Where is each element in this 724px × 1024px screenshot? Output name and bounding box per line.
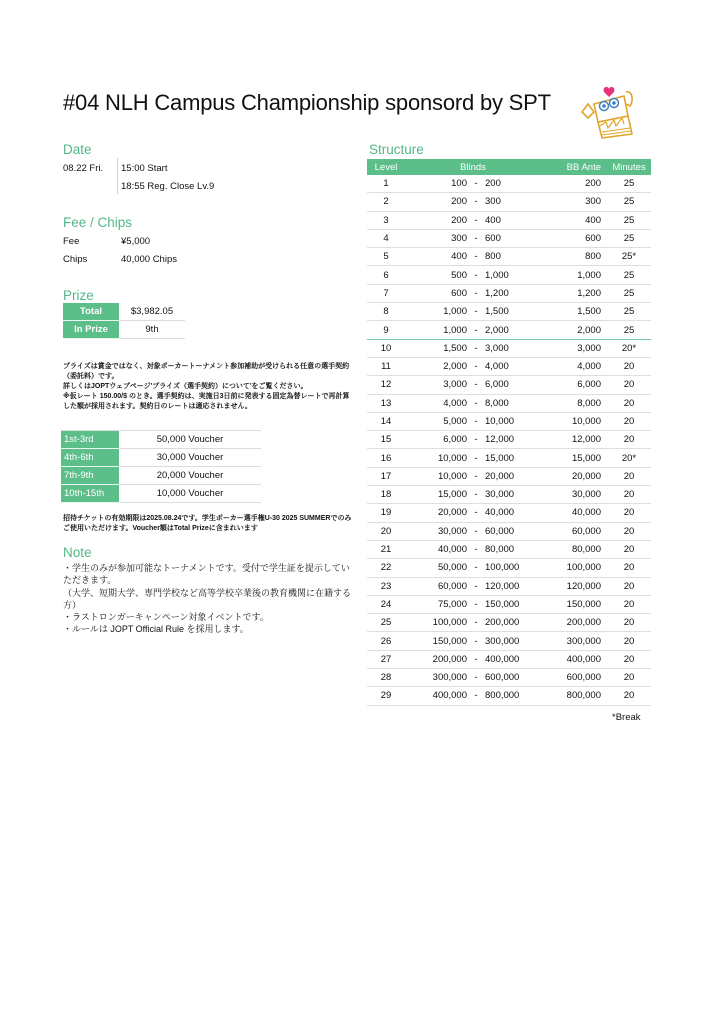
big-blind-cell: 800,000 (485, 687, 541, 705)
bb-ante-cell: 60,000 (541, 522, 607, 540)
col-minutes: Minutes (607, 159, 651, 175)
level-cell: 28 (367, 669, 405, 687)
structure-row (367, 175, 651, 193)
structure-row (367, 248, 651, 266)
structure-row (367, 467, 651, 485)
big-blind-cell: 1,000 (485, 266, 541, 284)
level-cell: 2 (367, 193, 405, 211)
big-blind-cell: 2,000 (485, 321, 541, 339)
minutes-cell: 20 (607, 431, 651, 449)
big-blind-cell: 15,000 (485, 449, 541, 467)
small-blind-cell: 10,000 (405, 467, 467, 485)
chips-label: Chips (63, 254, 88, 265)
minutes-cell: 20 (607, 412, 651, 430)
level-cell: 1 (367, 175, 405, 193)
bb-ante-cell: 150,000 (541, 595, 607, 613)
bb-ante-cell: 30,000 (541, 486, 607, 504)
big-blind-cell: 800 (485, 248, 541, 266)
blind-separator: - (467, 522, 485, 540)
prize-row-in-prize (63, 321, 185, 339)
small-blind-cell: 6,000 (405, 431, 467, 449)
level-cell: 25 (367, 614, 405, 632)
voucher-row (61, 431, 261, 449)
level-cell: 8 (367, 303, 405, 321)
small-blind-cell: 5,000 (405, 412, 467, 430)
big-blind-cell: 400 (485, 211, 541, 229)
level-cell: 6 (367, 266, 405, 284)
small-blind-cell: 400 (405, 248, 467, 266)
level-cell: 11 (367, 357, 405, 375)
blind-separator: - (467, 486, 485, 504)
level-cell: 3 (367, 211, 405, 229)
small-blind-cell: 10,000 (405, 449, 467, 467)
big-blind-cell: 80,000 (485, 540, 541, 558)
level-cell: 19 (367, 504, 405, 522)
small-blind-cell: 200,000 (405, 650, 467, 668)
blind-separator: - (467, 650, 485, 668)
bb-ante-cell: 12,000 (541, 431, 607, 449)
level-cell: 10 (367, 339, 405, 357)
col-level: Level (367, 159, 405, 175)
minutes-cell: 20 (607, 376, 651, 394)
big-blind-cell: 1,200 (485, 284, 541, 302)
level-cell: 24 (367, 595, 405, 613)
blind-separator: - (467, 303, 485, 321)
big-blind-cell: 10,000 (485, 412, 541, 430)
blind-separator: - (467, 339, 485, 357)
structure-row (367, 357, 651, 375)
bb-ante-cell: 300,000 (541, 632, 607, 650)
level-cell: 26 (367, 632, 405, 650)
voucher-note: 招待チケットの有効期限は2025.08.24です。学生ポーカー選手権U-30 2025 SUMMERでのみご使用いただけます。Voucher額はTotal Prizeに含まれいます (63, 515, 352, 532)
bb-ante-cell: 3,000 (541, 339, 607, 357)
blind-separator: - (467, 449, 485, 467)
note-list (63, 562, 353, 636)
structure-row (367, 431, 651, 449)
bb-ante-cell: 1,200 (541, 284, 607, 302)
minutes-cell: 25 (607, 229, 651, 247)
structure-row (367, 504, 651, 522)
voucher-row (61, 449, 261, 467)
voucher-place: 1st-3rd (61, 431, 119, 449)
minutes-cell: 20 (607, 669, 651, 687)
big-blind-cell: 30,000 (485, 486, 541, 504)
minutes-cell: 20 (607, 577, 651, 595)
structure-row (367, 522, 651, 540)
disclaimer-line: ※仮レート 150.00/$ のとき。選手契約は、実施日3日前に発表する固定為替レートで再計算した額が採用されます。契約日のレートは適応されません。 (63, 393, 350, 410)
structure-row (367, 650, 651, 668)
blind-separator: - (467, 669, 485, 687)
blind-separator: - (467, 559, 485, 577)
bb-ante-cell: 800,000 (541, 687, 607, 705)
blind-separator: - (467, 504, 485, 522)
small-blind-cell: 200 (405, 193, 467, 211)
minutes-cell: 20 (607, 357, 651, 375)
blind-separator: - (467, 266, 485, 284)
bb-ante-cell: 1,500 (541, 303, 607, 321)
blind-separator: - (467, 614, 485, 632)
structure-row (367, 229, 651, 247)
note-item: ・ラストロンガーキャンペーン対象イベントです。 (63, 612, 269, 623)
big-blind-cell: 150,000 (485, 595, 541, 613)
minutes-cell: 20 (607, 486, 651, 504)
bb-ante-cell: 2,000 (541, 321, 607, 339)
level-cell: 18 (367, 486, 405, 504)
fee-label: Fee (63, 236, 80, 247)
page-title: #04 NLH Campus Championship sponsord by SPT (63, 90, 551, 115)
structure-row (367, 394, 651, 412)
structure-heading: Structure (369, 142, 424, 157)
col-bb-ante: BB Ante (541, 159, 607, 175)
big-blind-cell: 200,000 (485, 614, 541, 632)
big-blind-cell: 300 (485, 193, 541, 211)
small-blind-cell: 3,000 (405, 376, 467, 394)
level-cell: 29 (367, 687, 405, 705)
level-cell: 12 (367, 376, 405, 394)
small-blind-cell: 100 (405, 175, 467, 193)
big-blind-cell: 200 (485, 175, 541, 193)
prize-table (63, 303, 185, 339)
minutes-cell: 20 (607, 687, 651, 705)
blind-separator: - (467, 431, 485, 449)
blind-separator: - (467, 376, 485, 394)
minutes-cell: 20 (607, 614, 651, 632)
structure-row (367, 321, 651, 339)
voucher-value: 10,000 Voucher (119, 485, 261, 503)
big-blind-cell: 60,000 (485, 522, 541, 540)
level-cell: 23 (367, 577, 405, 595)
big-blind-cell: 400,000 (485, 650, 541, 668)
bb-ante-cell: 600 (541, 229, 607, 247)
note-item: （大学、短期大学、専門学校など高等学校卒業後の教育機関に在籍する方） (63, 587, 352, 610)
minutes-cell: 20 (607, 540, 651, 558)
small-blind-cell: 1,000 (405, 321, 467, 339)
structure-row (367, 614, 651, 632)
level-cell: 9 (367, 321, 405, 339)
level-cell: 5 (367, 248, 405, 266)
big-blind-cell: 3,000 (485, 339, 541, 357)
minutes-cell: 20 (607, 504, 651, 522)
small-blind-cell: 400,000 (405, 687, 467, 705)
level-cell: 21 (367, 540, 405, 558)
structure-row (367, 303, 651, 321)
small-blind-cell: 150,000 (405, 632, 467, 650)
small-blind-cell: 40,000 (405, 540, 467, 558)
level-cell: 20 (367, 522, 405, 540)
small-blind-cell: 500 (405, 266, 467, 284)
blind-separator: - (467, 687, 485, 705)
small-blind-cell: 2,000 (405, 357, 467, 375)
level-cell: 15 (367, 431, 405, 449)
structure-row (367, 687, 651, 705)
minutes-cell: 25 (607, 284, 651, 302)
minutes-cell: 25 (607, 321, 651, 339)
blind-separator: - (467, 467, 485, 485)
blind-separator: - (467, 540, 485, 558)
prize-heading: Prize (63, 288, 94, 303)
level-cell: 14 (367, 412, 405, 430)
col-blinds: Blinds (405, 159, 541, 175)
bb-ante-cell: 600,000 (541, 669, 607, 687)
small-blind-cell: 15,000 (405, 486, 467, 504)
small-blind-cell: 300 (405, 229, 467, 247)
bb-ante-cell: 20,000 (541, 467, 607, 485)
minutes-cell: 20 (607, 595, 651, 613)
small-blind-cell: 4,000 (405, 394, 467, 412)
bb-ante-cell: 10,000 (541, 412, 607, 430)
blind-separator: - (467, 193, 485, 211)
big-blind-cell: 8,000 (485, 394, 541, 412)
bb-ante-cell: 800 (541, 248, 607, 266)
date-day: 08.22 Fri. (63, 163, 104, 174)
structure-row (367, 577, 651, 595)
note-heading: Note (63, 545, 92, 560)
bb-ante-cell: 4,000 (541, 357, 607, 375)
minutes-cell: 20 (607, 632, 651, 650)
blind-separator: - (467, 175, 485, 193)
voucher-place: 7th-9th (61, 467, 119, 485)
structure-row (367, 376, 651, 394)
bb-ante-cell: 15,000 (541, 449, 607, 467)
structure-row (367, 486, 651, 504)
bb-ante-cell: 40,000 (541, 504, 607, 522)
blind-separator: - (467, 211, 485, 229)
voucher-row (61, 467, 261, 485)
small-blind-cell: 30,000 (405, 522, 467, 540)
structure-row (367, 449, 651, 467)
big-blind-cell: 4,000 (485, 357, 541, 375)
small-blind-cell: 200 (405, 211, 467, 229)
bb-ante-cell: 1,000 (541, 266, 607, 284)
minutes-cell: 25 (607, 303, 651, 321)
minutes-cell: 20 (607, 650, 651, 668)
big-blind-cell: 300,000 (485, 632, 541, 650)
bb-ante-cell: 100,000 (541, 559, 607, 577)
voucher-value: 50,000 Voucher (119, 431, 261, 449)
voucher-row (61, 485, 261, 503)
minutes-cell: 20 (607, 467, 651, 485)
minutes-cell: 25 (607, 211, 651, 229)
small-blind-cell: 1,000 (405, 303, 467, 321)
big-blind-cell: 120,000 (485, 577, 541, 595)
minutes-cell: 25 (607, 175, 651, 193)
bb-ante-cell: 8,000 (541, 394, 607, 412)
big-blind-cell: 12,000 (485, 431, 541, 449)
small-blind-cell: 20,000 (405, 504, 467, 522)
level-cell: 4 (367, 229, 405, 247)
divider (117, 158, 118, 194)
blind-separator: - (467, 229, 485, 247)
structure-row (367, 193, 651, 211)
big-blind-cell: 1,500 (485, 303, 541, 321)
break-note: *Break (612, 712, 641, 723)
big-blind-cell: 600,000 (485, 669, 541, 687)
disclaimer-line: 詳しくはJOPTウェブページ'プライズ（選手契約）について'をご覧ください。 (63, 383, 308, 390)
minutes-cell: 20 (607, 522, 651, 540)
minutes-cell: 20 (607, 394, 651, 412)
bb-ante-cell: 400,000 (541, 650, 607, 668)
fee-value: ¥5,000 (121, 236, 151, 247)
in-prize-label: In Prize (63, 321, 119, 339)
monster-mascot-icon (574, 82, 646, 146)
reg-close-time: 18:55 Reg. Close Lv.9 (121, 181, 215, 192)
fee-chips-heading: Fee / Chips (63, 215, 133, 230)
big-blind-cell: 40,000 (485, 504, 541, 522)
minutes-cell: 25 (607, 193, 651, 211)
level-cell: 22 (367, 559, 405, 577)
bb-ante-cell: 200,000 (541, 614, 607, 632)
bb-ante-cell: 120,000 (541, 577, 607, 595)
level-cell: 16 (367, 449, 405, 467)
start-time: 15:00 Start (121, 163, 168, 174)
structure-row (367, 559, 651, 577)
voucher-table (61, 431, 261, 503)
prize-row-total (63, 303, 185, 321)
bb-ante-cell: 300 (541, 193, 607, 211)
minutes-cell: 20 (607, 559, 651, 577)
chips-value: 40,000 Chips (121, 254, 177, 265)
structure-row (367, 266, 651, 284)
minutes-cell: 25* (607, 248, 651, 266)
minutes-cell: 25 (607, 266, 651, 284)
big-blind-cell: 100,000 (485, 559, 541, 577)
level-cell: 13 (367, 394, 405, 412)
level-cell: 27 (367, 650, 405, 668)
blind-separator: - (467, 357, 485, 375)
voucher-value: 20,000 Voucher (119, 467, 261, 485)
small-blind-cell: 1,500 (405, 339, 467, 357)
small-blind-cell: 100,000 (405, 614, 467, 632)
structure-row (367, 211, 651, 229)
note-item: ・学生のみが参加可能なトーナメントです。受付で学生証を提示していただきます。 (63, 563, 350, 586)
structure-row (367, 412, 651, 430)
bb-ante-cell: 200 (541, 175, 607, 193)
voucher-value: 30,000 Voucher (119, 449, 261, 467)
voucher-place: 10th-15th (61, 485, 119, 503)
blind-separator: - (467, 394, 485, 412)
total-value: $3,982.05 (119, 303, 185, 321)
blind-separator: - (467, 248, 485, 266)
structure-row (367, 632, 651, 650)
structure-row (367, 284, 651, 302)
bb-ante-cell: 400 (541, 211, 607, 229)
date-heading: Date (63, 142, 92, 157)
note-item: ・ルールは JOPT Official Rule を採用します。 (63, 624, 249, 635)
level-cell: 7 (367, 284, 405, 302)
minutes-cell: 20* (607, 339, 651, 357)
small-blind-cell: 75,000 (405, 595, 467, 613)
blind-separator: - (467, 412, 485, 430)
bb-ante-cell: 80,000 (541, 540, 607, 558)
big-blind-cell: 6,000 (485, 376, 541, 394)
small-blind-cell: 600 (405, 284, 467, 302)
blind-separator: - (467, 577, 485, 595)
minutes-cell: 20* (607, 449, 651, 467)
blind-separator: - (467, 595, 485, 613)
voucher-place: 4th-6th (61, 449, 119, 467)
structure-header-row (367, 159, 651, 175)
blind-separator: - (467, 321, 485, 339)
small-blind-cell: 50,000 (405, 559, 467, 577)
big-blind-cell: 600 (485, 229, 541, 247)
prize-disclaimer (63, 362, 353, 412)
small-blind-cell: 60,000 (405, 577, 467, 595)
structure-table (367, 159, 651, 706)
structure-row (367, 339, 651, 357)
in-prize-value: 9th (119, 321, 185, 339)
blind-separator: - (467, 284, 485, 302)
bb-ante-cell: 6,000 (541, 376, 607, 394)
blind-separator: - (467, 632, 485, 650)
level-cell: 17 (367, 467, 405, 485)
total-label: Total (63, 303, 119, 321)
disclaimer-line: プライズは賞金ではなく、対象ポーカートーナメント参加補助が受けられる任意の選手契約（委託料）です。 (63, 363, 350, 380)
big-blind-cell: 20,000 (485, 467, 541, 485)
structure-row (367, 540, 651, 558)
structure-row (367, 595, 651, 613)
structure-row (367, 669, 651, 687)
small-blind-cell: 300,000 (405, 669, 467, 687)
